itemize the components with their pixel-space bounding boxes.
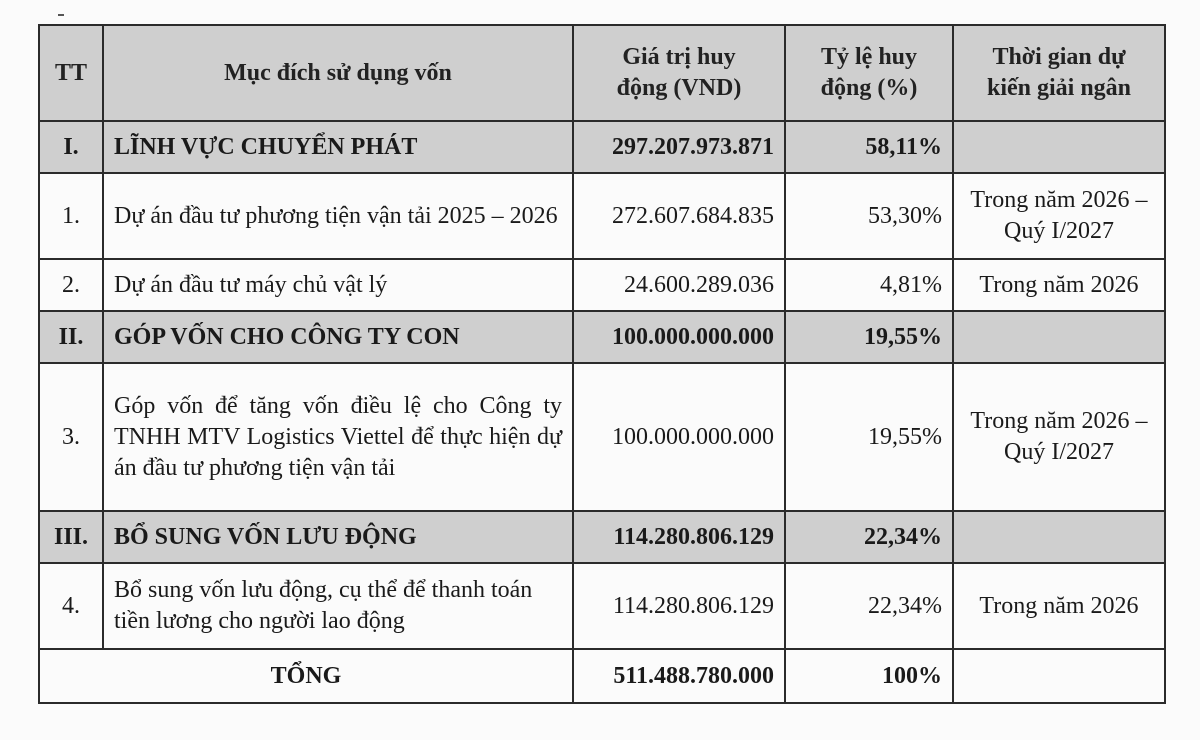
- cell-value: 114.280.806.129: [573, 511, 785, 563]
- cell-purpose: Dự án đầu tư máy chủ vật lý: [103, 259, 573, 311]
- cell-purpose: Dự án đầu tư phương tiện vận tải 2025 – 2026: [103, 173, 573, 259]
- header-value: Giá trị huy động (VND): [573, 25, 785, 121]
- cell-tt: 2.: [39, 259, 103, 311]
- cell-time: Trong năm 2026: [953, 563, 1165, 649]
- table-row-item-2: [39, 259, 1165, 311]
- cell-time: [953, 121, 1165, 173]
- cell-ratio: 4,81%: [785, 259, 953, 311]
- total-ratio: 100%: [785, 649, 953, 703]
- header-ratio: Tỷ lệ huy động (%): [785, 25, 953, 121]
- table-row-total: [39, 649, 1165, 703]
- cell-tt: II.: [39, 311, 103, 363]
- header-purpose: Mục đích sử dụng vốn: [103, 25, 573, 121]
- header-time: Thời gian dự kiến giải ngân: [953, 25, 1165, 121]
- cell-value: 297.207.973.871: [573, 121, 785, 173]
- cell-tt: 4.: [39, 563, 103, 649]
- cell-ratio: 19,55%: [785, 311, 953, 363]
- cell-ratio: 58,11%: [785, 121, 953, 173]
- cell-purpose: BỔ SUNG VỐN LƯU ĐỘNG: [103, 511, 573, 563]
- cell-time: Trong năm 2026 – Quý I/2027: [953, 363, 1165, 511]
- cell-purpose: LĨNH VỰC CHUYỂN PHÁT: [103, 121, 573, 173]
- cell-time: Trong năm 2026: [953, 259, 1165, 311]
- cell-ratio: 22,34%: [785, 563, 953, 649]
- total-value: 511.488.780.000: [573, 649, 785, 703]
- cell-ratio: 19,55%: [785, 363, 953, 511]
- cell-ratio: 53,30%: [785, 173, 953, 259]
- cell-tt: III.: [39, 511, 103, 563]
- total-time: [953, 649, 1165, 703]
- table-row-section-2: [39, 311, 1165, 363]
- total-label: TỔNG: [39, 649, 573, 703]
- cell-purpose: GÓP VỐN CHO CÔNG TY CON: [103, 311, 573, 363]
- capital-use-table: [38, 24, 1166, 704]
- cell-tt: 3.: [39, 363, 103, 511]
- table-row-item-3: [39, 363, 1165, 511]
- cell-value: 100.000.000.000: [573, 363, 785, 511]
- cell-purpose: Bổ sung vốn lưu động, cụ thể để thanh toán tiền lương cho người lao động: [103, 563, 573, 649]
- table-row-section-1: [39, 121, 1165, 173]
- cell-time: [953, 311, 1165, 363]
- table-row-section-3: [39, 511, 1165, 563]
- table-row-item-4: [39, 563, 1165, 649]
- table-row-item-1: [39, 173, 1165, 259]
- cell-purpose: Góp vốn để tăng vốn điều lệ cho Công ty TNHH MTV Logistics Viettel để thực hiện dự án đầu tư phương tiện vận tải: [103, 363, 573, 511]
- cell-value: 100.000.000.000: [573, 311, 785, 363]
- cell-tt: I.: [39, 121, 103, 173]
- cell-value: 24.600.289.036: [573, 259, 785, 311]
- header-row: [39, 25, 1165, 121]
- header-tt: TT: [39, 25, 103, 121]
- cell-time: Trong năm 2026 – Quý I/2027: [953, 173, 1165, 259]
- cell-ratio: 22,34%: [785, 511, 953, 563]
- scan-speck: [58, 14, 64, 16]
- cell-value: 272.607.684.835: [573, 173, 785, 259]
- cell-value: 114.280.806.129: [573, 563, 785, 649]
- cell-time: [953, 511, 1165, 563]
- cell-tt: 1.: [39, 173, 103, 259]
